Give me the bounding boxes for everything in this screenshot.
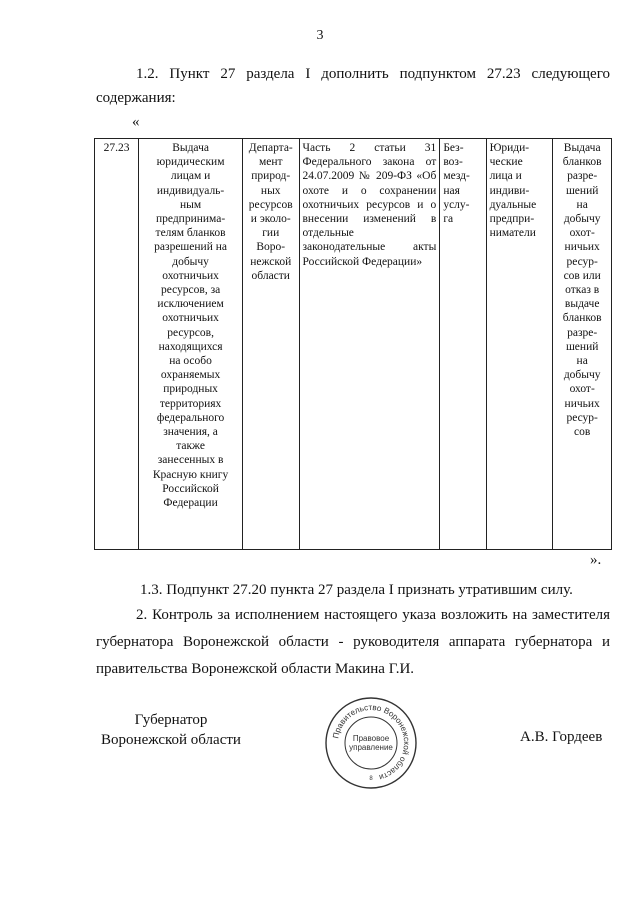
service-table <box>94 138 612 550</box>
seal-center-line1: Правовое <box>352 734 390 743</box>
cell-legal-basis <box>299 139 440 550</box>
cell-service-name <box>139 139 243 550</box>
closing-quote: ». <box>590 552 602 568</box>
paragraph-2: 2. Контроль за исполнением настоящего указа возложить на заместителя губернатора Воронежской области - руководителя аппарата губернатора и правительства Воронежской области Макина Г.И. <box>96 607 610 677</box>
cell-applicants <box>486 139 553 550</box>
signatory-title-line2: Воронежской области <box>101 732 241 748</box>
official-seal <box>324 696 418 790</box>
cell-number <box>95 139 139 550</box>
paragraph-1-3: 1.3. Подпункт 27.20 пункта 27 раздела I признать утратившим силу. <box>140 582 573 598</box>
opening-quote: « <box>132 114 140 130</box>
signatory-title <box>96 710 246 750</box>
seal-center-line2: управление <box>349 743 393 752</box>
signatory-title-line1: Губернатор <box>134 712 208 728</box>
cell-department <box>242 139 299 550</box>
cell-payment <box>440 139 486 550</box>
cell-result-text: Выдача бланков разре- шений на добычу охот- ничьих ресур- сов или отказ в выдаче бланков разре- шений на добычу охот- ничьих ресур- сов <box>562 142 602 439</box>
cell-department-text: Департа- мент природ- ных ресурсов и эколо- гии Воро- нежской области <box>248 142 293 282</box>
cell-number-text: 27.23 <box>103 142 130 154</box>
cell-applicants-text: Юриди- ческие лица и индиви- дуальные предпри- ниматели <box>489 142 537 240</box>
seal-stamp-graphic <box>324 696 418 790</box>
paragraph-1-2 <box>96 62 610 110</box>
page-number: 3 <box>316 28 324 43</box>
cell-legal-basis-text: Часть 2 статьи 31 Федерального закона от 24.07.2009 № 209-ФЗ «Об охоте и о сохранении охотничьих ресурсов и о внесении изменений в отдельные законодательные акты Российской Федерации» <box>302 142 437 268</box>
seal-number: 8 <box>369 776 373 782</box>
cell-result <box>553 139 612 550</box>
table-row <box>95 139 612 550</box>
paragraph-1-2-line2: содержания: <box>96 90 176 106</box>
paragraph-1-2-line1: 1.2. Пункт 27 раздела I дополнить подпунктом 27.23 следующего <box>136 66 610 82</box>
seal-ring-text: Правительство Воронежской области <box>331 702 412 782</box>
cell-payment-text: Без- воз- мезд- ная услу- га <box>443 142 470 226</box>
cell-service-name-text: Выдача юридическим лицам и индивидуаль- ным предпринима- телям бланков разрешений на добычу охотничьих ресурсов, за исключением охотничьих ресурсов, находящихся на особо охраняемых природных территориях федерального значения, а также занесенных в Красную книгу Российской Федерации <box>152 142 229 510</box>
signatory-name: А.В. Гордеев <box>520 729 603 745</box>
